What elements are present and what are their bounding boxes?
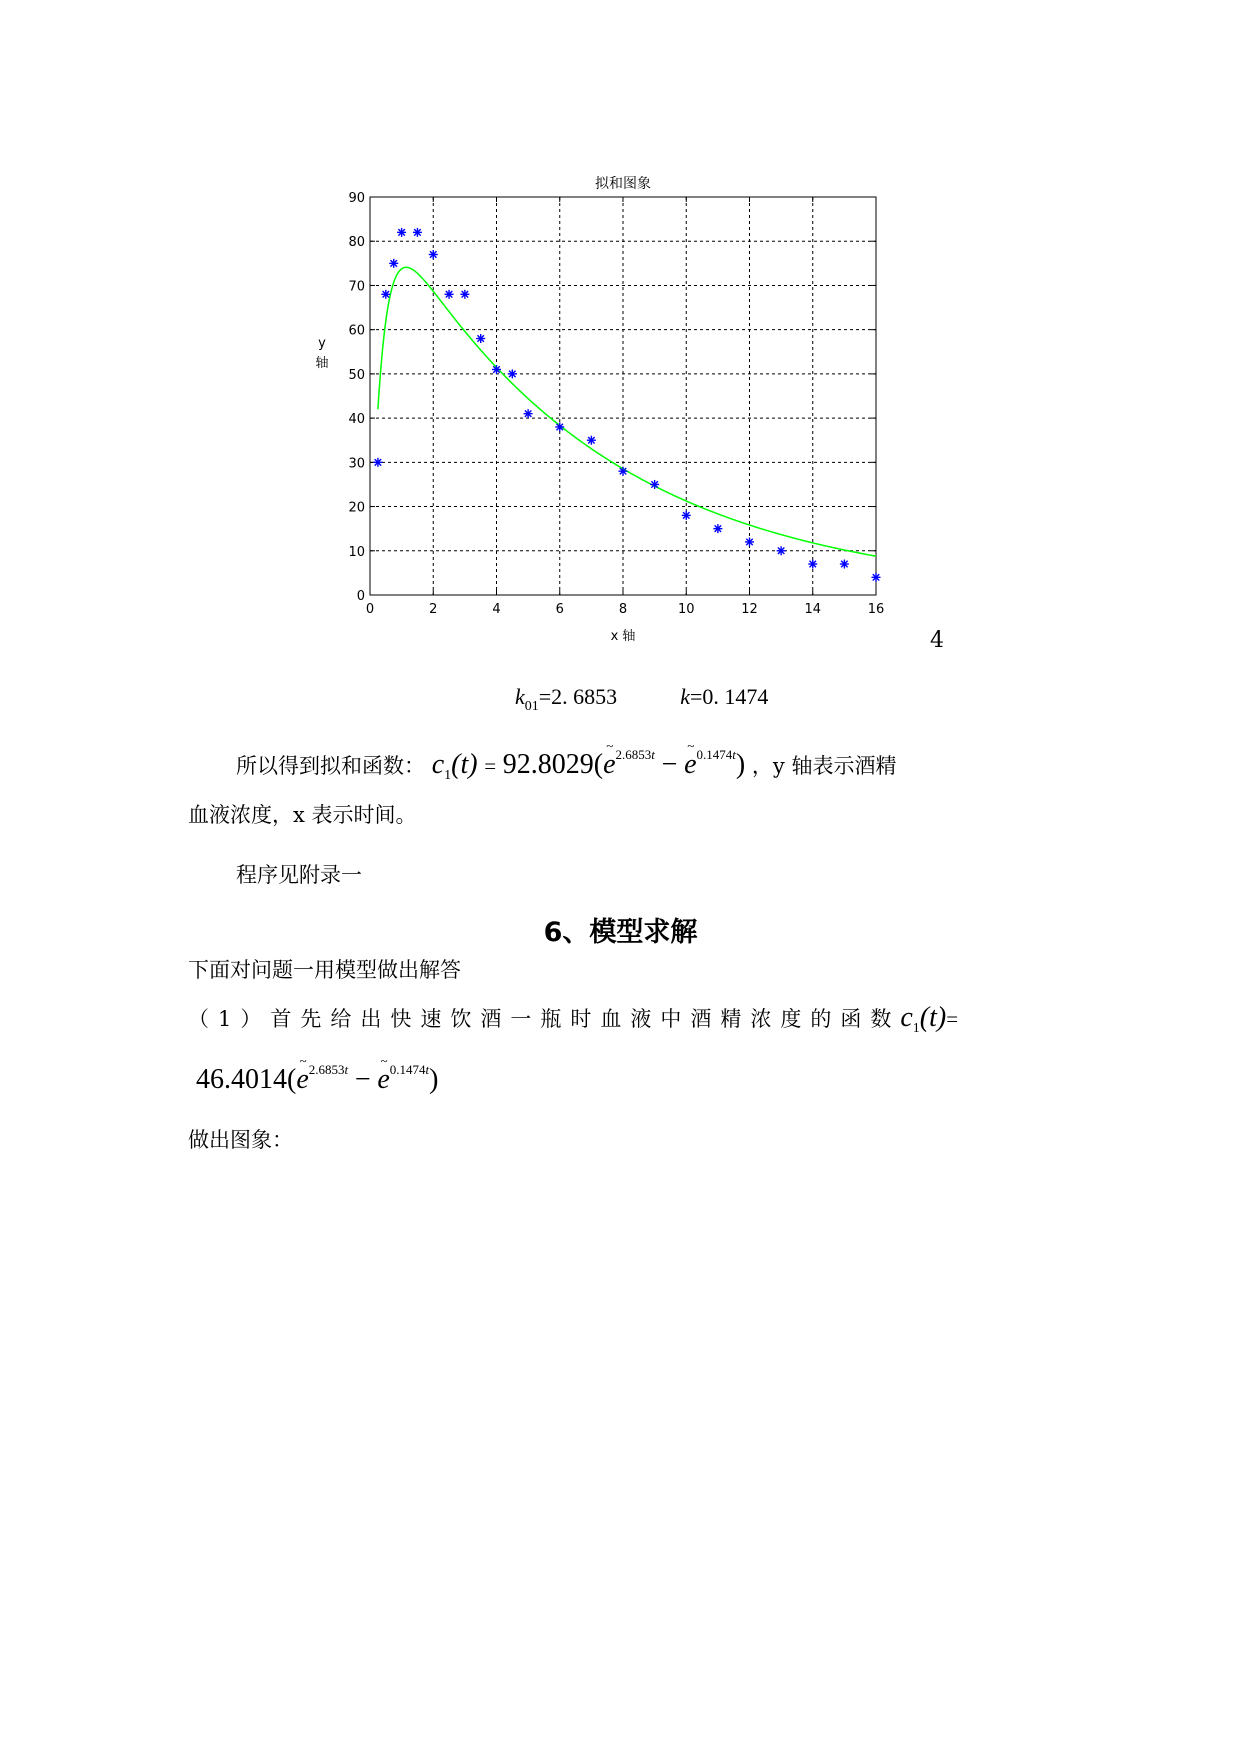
program-reference: 程序见附录一 [236, 863, 362, 887]
y-tick-label: 90 [348, 191, 365, 206]
x-tick-label: 16 [867, 602, 885, 617]
fit-function-tail: ，y 轴表示酒精 [751, 754, 897, 778]
exp-base-2: ~ e [684, 749, 696, 780]
c1-symbol-2: c [900, 1002, 913, 1033]
x-axis-label: x 轴 [610, 629, 636, 644]
y-axis-label-top: y [318, 336, 326, 351]
parameter-values [515, 684, 769, 714]
y-tick-label: 10 [348, 544, 365, 560]
y-tick-label: 30 [348, 456, 365, 472]
y-tick-label: 80 [348, 235, 365, 251]
k01-subscript: 01 [524, 699, 539, 714]
exponent-1: 2.6853t [615, 747, 655, 762]
y-tick-label: 0 [356, 589, 365, 604]
section-heading: 6、模型求解 [543, 917, 698, 948]
t-argument-2: (t) [919, 1002, 947, 1033]
data-point [808, 560, 817, 569]
fit-chart [300, 165, 940, 665]
data-point [389, 259, 398, 268]
x-tick-label: 8 [618, 602, 628, 617]
data-point [381, 290, 390, 299]
question-one-paragraph [188, 1003, 958, 1034]
data-point [397, 228, 406, 237]
minus-sign: − [661, 749, 678, 780]
data-point [555, 422, 564, 431]
data-point [413, 228, 422, 237]
k01-symbol: k [515, 684, 525, 709]
close-paren-2: ) [429, 1064, 439, 1095]
exponent-4: 0.1474t [389, 1062, 430, 1077]
data-point [777, 546, 786, 555]
page-number: 4 [930, 628, 944, 653]
k-value: =0. 1474 [689, 684, 769, 709]
t-argument: (t) [451, 749, 478, 780]
x-tick-label: 2 [429, 602, 438, 617]
fit-function-lead: 所以得到拟和函数： [236, 754, 425, 778]
data-point [476, 334, 485, 343]
data-point [508, 369, 517, 378]
data-point [619, 467, 628, 476]
exponent-2: 0.1474t [696, 747, 736, 762]
y-tick-label: 20 [348, 500, 365, 516]
close-paren: ) [735, 749, 746, 780]
data-point [872, 573, 881, 582]
data-point [460, 290, 469, 299]
y-tick-label: 50 [348, 367, 365, 383]
exp-base-1: ~ e [603, 749, 615, 780]
data-point [373, 458, 382, 467]
c1-symbol: c [431, 749, 445, 780]
data-point [587, 436, 596, 445]
fit-function-paragraph [236, 747, 897, 783]
y-axis-label-bottom: 轴 [315, 356, 329, 371]
question-one-text: （1）首先给出快速饮酒一瓶时血液中酒精浓度的函数 [188, 1007, 901, 1031]
data-point [445, 290, 454, 299]
function-formula-continued [196, 1062, 439, 1096]
data-point [524, 409, 533, 418]
variable-description: 血液浓度，x 表示时间。 [188, 803, 417, 827]
x-tick-label: 10 [677, 602, 695, 617]
equals-sign: = [484, 754, 497, 778]
data-point [492, 365, 501, 374]
data-point [650, 480, 659, 489]
chart-title: 拟和图象 [595, 176, 651, 192]
equals-sign-2: = [946, 1007, 959, 1031]
data-point [745, 537, 754, 546]
fit-chart-svg [300, 165, 940, 665]
answer-intro: 下面对问题一用模型做出解答 [188, 958, 461, 982]
data-point [682, 511, 691, 520]
k-symbol: k [680, 684, 690, 709]
y-tick-label: 40 [348, 412, 365, 428]
data-point [713, 524, 722, 533]
c1-subscript: 1 [444, 768, 452, 783]
exp-base-3: ~ e [296, 1064, 308, 1095]
draw-figure-text: 做出图象： [188, 1128, 293, 1152]
k01-value: =2. 6853 [538, 684, 618, 709]
data-point [429, 250, 438, 259]
exponent-3: 2.6853t [308, 1062, 349, 1077]
y-tick-label: 70 [348, 279, 365, 295]
x-tick-label: 12 [741, 602, 758, 617]
x-tick-label: 6 [555, 602, 564, 617]
exp-base-4: ~ e [377, 1064, 389, 1095]
fit-coefficient: 92.8029( [502, 749, 604, 780]
c1-subscript-2: 1 [912, 1021, 920, 1036]
minus-sign-2: − [354, 1064, 371, 1095]
coefficient-2: 46.4014( [196, 1064, 297, 1095]
x-tick-label: 14 [804, 602, 822, 617]
data-point [840, 560, 849, 569]
x-tick-label: 4 [492, 602, 501, 617]
x-tick-label: 0 [365, 602, 375, 617]
y-tick-label: 60 [348, 323, 365, 339]
